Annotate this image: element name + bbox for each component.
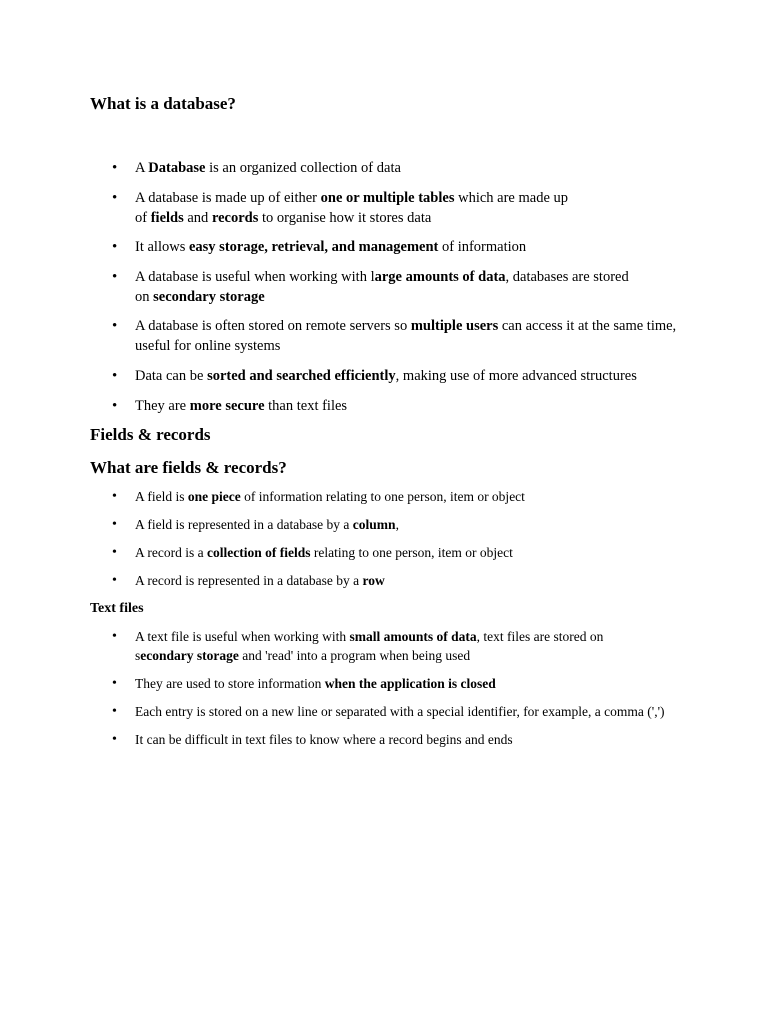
list-item: • A Database is an organized collection of data [0,158,768,178]
fields-points-list [0,488,768,600]
heading-what-is-a-database: What is a database? [90,94,236,113]
bold-text: row [362,573,385,588]
bold-text: econdary storage [140,647,239,663]
bold-text: collection of fields [206,545,311,560]
list-item: • A database is useful when working with large amounts of data, databases are stored on secondary storage [0,267,768,307]
heading-fields-and-records: Fields & records [90,425,211,444]
heading-what-are-fields-and-records: What are fields & records? [90,458,287,477]
text-file-points-list [0,628,768,759]
bold-text: small amounts of data [349,629,477,644]
bold-text: column [352,517,396,532]
heading-text-files: Text files [90,601,144,616]
list-item: • A record is a collection of fields relating to one person, item or object [0,544,768,563]
list-item: • A database is made up of either one or multiple tables which are made up of fields and records to organise how it stores data [0,188,768,228]
database-points-list [0,158,768,425]
bold-text: secondary storage [153,288,265,305]
list-item: • It allows easy storage, retrieval, and management of information [0,237,768,257]
list-item: • A record is represented in a database by a row [0,572,768,591]
bold-text: easy storage, retrieval, and management [188,239,439,256]
bold-text: records [211,209,259,226]
bold-text: one piece [187,489,241,504]
list-item: • A database is often stored on remote servers so multiple users can access it at the same time, useful for online systems [0,316,768,356]
list-item: • Each entry is stored on a new line or separated with a special identifier, for example, a comma (',') [0,703,768,722]
bold-text: multiple users [410,318,499,335]
list-item: • A field is one piece of information relating to one person, item or object [0,488,768,507]
list-item: • They are more secure than text files [0,396,768,416]
bold-text: when the application is closed [324,675,496,691]
bold-text: more secure [189,397,265,414]
bold-text: sorted and searched efficiently [207,367,396,384]
list-item: • A field is represented in a database by a column, [0,516,768,535]
list-item: • A text file is useful when working with small amounts of data, text files are stored on secondary storage and 'read' into a program when being used [0,628,768,665]
bold-text: fields [150,209,184,226]
bold-text: one or multiple tables [320,189,455,206]
list-item: • They are used to store information when the application is closed [0,675,768,694]
list-item: • Data can be sorted and searched efficiently, making use of more advanced structures [0,366,768,386]
bold-text: Database [148,160,206,176]
list-item: • It can be difficult in text files to know where a record begins and ends [0,731,768,750]
bold-text: arge amounts of data [374,268,506,285]
